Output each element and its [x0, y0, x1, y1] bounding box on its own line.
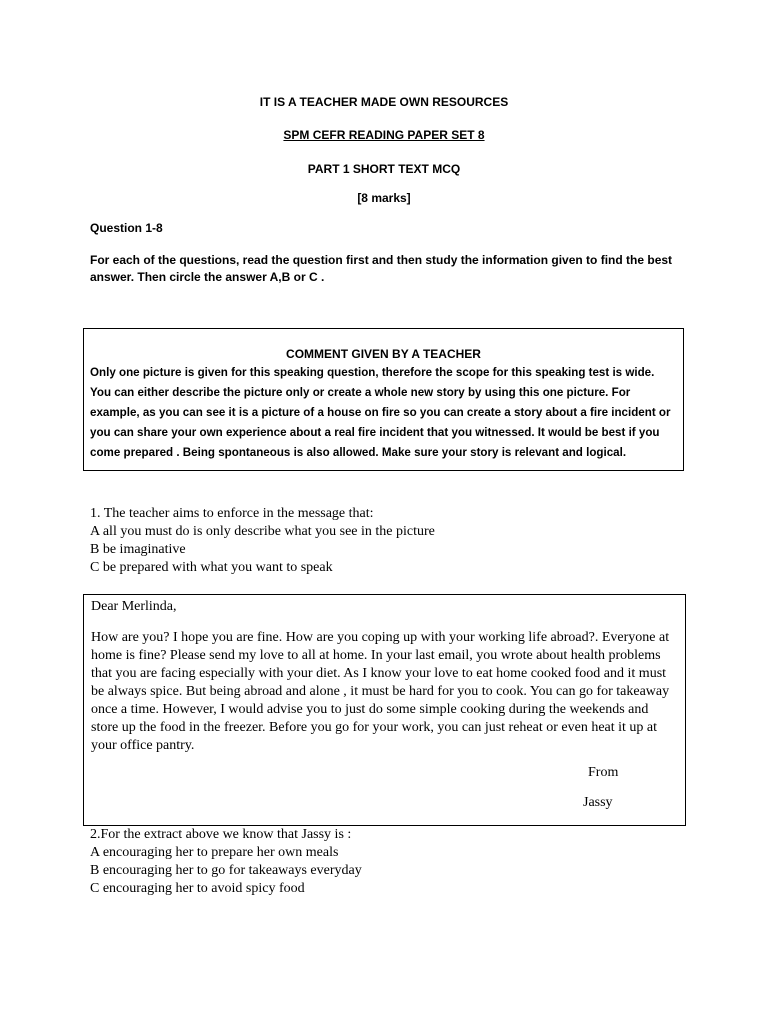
- letter-box: [83, 594, 686, 826]
- comment-body: Only one picture is given for this speaking question, therefore the scope for this speaking test is wide. You can either describe the picture only or create a whole new story by using this one picture. For example, as you can see it is a picture of a house on fire so you can create a story about a fire incident or you can share your own experience about a real fire incident that you witnessed. It would be best if you come prepared . Being spontaneous is also allowed. Make sure your story is relevant and logical.: [90, 366, 671, 459]
- paper-title: SPM CEFR READING PAPER SET 8: [283, 128, 485, 142]
- part-title: PART 1 SHORT TEXT MCQ: [307, 162, 461, 176]
- question-2-stem: 2.For the extract above we know that Jassy is :: [90, 827, 352, 842]
- instructions: For each of the questions, read the question first and then study the information given to find the best answer. Then circle the answer A,B or C .: [90, 253, 673, 284]
- question-1-option-a: A all you must do is only describe what you see in the picture: [90, 524, 435, 539]
- question-1-stem: 1. The teacher aims to enforce in the message that:: [90, 506, 374, 521]
- question-2-option-c: C encouraging her to avoid spicy food: [90, 881, 305, 896]
- marks-label: [8 marks]: [357, 191, 411, 205]
- header-line-1: IT IS A TEACHER MADE OWN RESOURCES: [259, 95, 509, 109]
- question-2: [90, 826, 362, 898]
- question-1-option-c: C be prepared with what you want to speak: [90, 560, 333, 575]
- letter-closing: From: [588, 765, 619, 780]
- letter-greeting: Dear Merlinda,: [91, 599, 177, 614]
- comment-title: COMMENT GIVEN BY A TEACHER: [286, 347, 481, 361]
- question-1: [90, 505, 435, 577]
- question-2-option-b: B encouraging her to go for takeaways everyday: [90, 863, 362, 878]
- letter-body: How are you? I hope you are fine. How are you coping up with your working life abroad?. Everyone at home is fine? Please send my love to all at home. In your last email, you wrote about health problems that you are facing especially with your diet. As I know your love to eat home cooked food and it must be always spice. But being abroad and alone , it must be hard for you to cook. You can go for takeaway once a time. However, I would advise you to just do some simple cooking during the weekends and store up the food in the freezer. Before you go for your work, you can just reheat or even heat it up at your office pantry.: [91, 630, 670, 753]
- teacher-comment-box: [83, 328, 684, 471]
- letter-signature: Jassy: [583, 795, 613, 810]
- question-range: Question 1-8: [90, 221, 163, 235]
- question-2-option-a: A encouraging her to prepare her own meals: [90, 845, 339, 860]
- question-1-option-b: B be imaginative: [90, 542, 186, 557]
